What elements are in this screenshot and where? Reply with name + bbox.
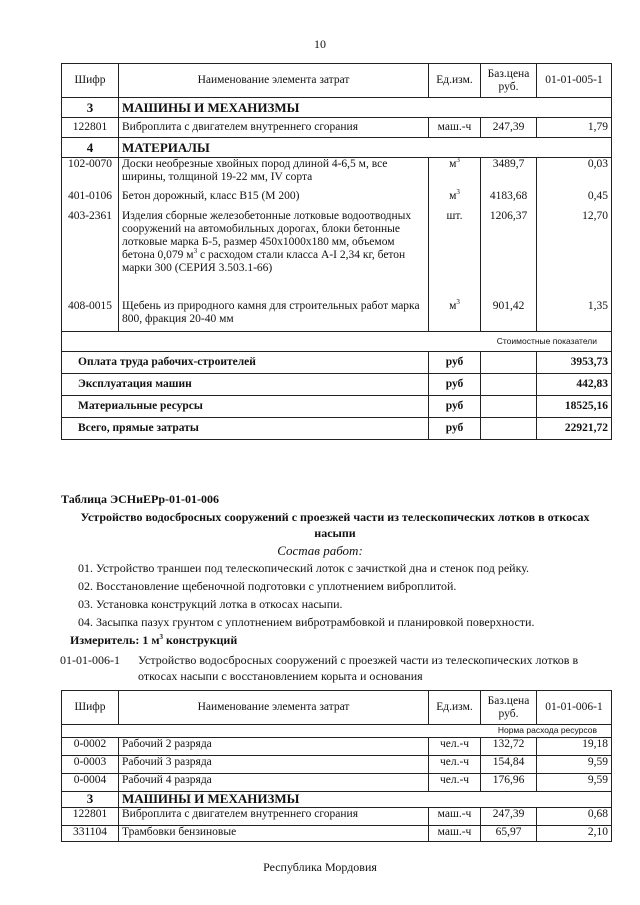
section-row	[62, 138, 612, 158]
page-number: 10	[314, 37, 326, 51]
summary-value: 3953,73	[537, 352, 612, 374]
work-item: 01. Устройство траншеи под телескопический лоток с зачисткой дна и стенок под рейку.	[78, 561, 530, 575]
table-row	[62, 774, 612, 792]
summary-unit: руб	[429, 418, 481, 440]
cell-price: 154,84	[481, 756, 537, 774]
summary-value: 442,83	[537, 374, 612, 396]
meter-line: Измеритель: 1 $м^3$ конструкций	[70, 633, 238, 647]
col-name: Наименование элемента затрат	[119, 691, 429, 725]
cell-price: 65,97	[481, 826, 537, 842]
table-row	[62, 210, 612, 300]
cell-price: 247,39	[481, 118, 537, 138]
work-item: 04. Засыпка пазух грунтом с уплотнением вибротрамбовкой и планировкой поверхности.	[78, 615, 535, 629]
cell-unit: маш.-ч	[429, 826, 481, 842]
col-name: Наименование элемента затрат	[119, 64, 429, 98]
cell-value: 0,45	[537, 190, 612, 210]
cost-label: Стоимостные показатели	[62, 332, 612, 352]
table-title: Таблица ЭСНиЕРр-01-01-006	[61, 492, 220, 506]
cell-value: 0,03	[537, 158, 612, 190]
cell-value: 1,35	[537, 300, 612, 332]
summary-unit: руб	[429, 374, 481, 396]
cell-value: 19,18	[537, 738, 612, 756]
cell-name: Рабочий 2 разряда	[119, 738, 429, 756]
summary-label: Всего, прямые затраты	[62, 418, 429, 440]
cell-name: Доски необрезные хвойных пород длиной 4-6,5 м, все ширины, толщиной 19-22 мм, IV сорта	[119, 158, 429, 190]
cell-value: 2,10	[537, 826, 612, 842]
cell-unit: маш.-ч	[429, 118, 481, 138]
norm-code: 01-01-006-1	[60, 653, 120, 667]
summary-label: Оплата труда рабочих-строителей	[62, 352, 429, 374]
col-code: Шифр	[62, 64, 119, 98]
summary-row	[62, 374, 612, 396]
composition-title: Состав работ:	[277, 543, 363, 558]
summary-label: Эксплуатация машин	[62, 374, 429, 396]
work-item: 03. Установка конструкций лотка в откосах насыпи.	[78, 597, 343, 611]
cell-unit: чел.-ч	[429, 756, 481, 774]
table-row	[62, 118, 612, 138]
cell-name: Рабочий 3 разряда	[119, 756, 429, 774]
cell-price: 247,39	[481, 808, 537, 826]
summary-label: Материальные ресурсы	[62, 396, 429, 418]
summary-unit: руб	[429, 396, 481, 418]
summary-row	[62, 352, 612, 374]
table-row	[62, 190, 612, 210]
cell-unit: чел.-ч	[429, 738, 481, 756]
cell-code: 122801	[62, 808, 119, 826]
cell-name: Виброплита с двигателем внутреннего сгорания	[119, 808, 429, 826]
section-title: МАТЕРИАЛЫ	[119, 138, 612, 158]
section-number: 3	[62, 792, 119, 808]
cell-price: 176,96	[481, 774, 537, 792]
cell-name: Щебень из природного камня для строительных работ марка 800, фракция 20-40 мм	[119, 300, 429, 332]
page-footer: Республика Мордовия	[263, 860, 377, 874]
norm-subheader: Норма расхода ресурсов	[62, 725, 612, 738]
cell-unit: $м^3$	[429, 158, 481, 190]
table-header	[62, 64, 612, 98]
norm-description: Устройство водосбросных сооружений с проезжей части из телескопических лотков в откосах насыпи с восстановлением корыта и основания	[138, 653, 579, 683]
cell-unit: чел.-ч	[429, 774, 481, 792]
col-code: Шифр	[62, 691, 119, 725]
cell-unit: маш.-ч	[429, 808, 481, 826]
resources-table-1	[61, 63, 612, 440]
cell-price: 3489,7	[481, 158, 537, 190]
subheader-row	[62, 725, 612, 738]
cell-value: 1,79	[537, 118, 612, 138]
cell-price: 132,72	[481, 738, 537, 756]
section-heading: Устройство водосбросных сооружений с проезжей части из телескопических лотков в откосах насыпи	[80, 510, 590, 540]
cell-code: 401-0106	[62, 190, 119, 210]
col-unit: Ед.изм.	[429, 691, 481, 725]
cell-name: Рабочий 4 разряда	[119, 774, 429, 792]
table-row	[62, 756, 612, 774]
summary-row	[62, 396, 612, 418]
table-header	[62, 691, 612, 725]
table-row	[62, 826, 612, 842]
col-norm: 01-01-005-1	[537, 64, 612, 98]
cell-price: 4183,68	[481, 190, 537, 210]
cell-code: 403-2361	[62, 210, 119, 300]
table-row	[62, 300, 612, 332]
cell-code: 0-0004	[62, 774, 119, 792]
cell-unit: $м^3$	[429, 190, 481, 210]
section-number: 3	[62, 98, 119, 118]
cell-code: 331104	[62, 826, 119, 842]
cost-label-row	[62, 332, 612, 352]
table-row	[62, 808, 612, 826]
cell-price: 901,42	[481, 300, 537, 332]
cell-unit: шт.	[429, 210, 481, 300]
cell-name: Бетон дорожный, класс В15 (М 200)	[119, 190, 429, 210]
cell-name: Изделия сборные железобетонные лотковые водоотводных сооружений на автомобильных дорогах, блоки бетонные лотковые марка Б-5, размер 450х1000х180 мм, объемом бетона 0,079 $м^3$ с расходом стали класса А-I 2,34 кг, бетон марки 300 (СЕРИЯ 3.503.1-66)	[119, 210, 429, 300]
cell-code: 122801	[62, 118, 119, 138]
summary-value: 22921,72	[537, 418, 612, 440]
cell-price: 1206,37	[481, 210, 537, 300]
col-norm: 01-01-006-1	[537, 691, 612, 725]
col-unit: Ед.изм.	[429, 64, 481, 98]
cell-code: 0-0002	[62, 738, 119, 756]
cell-value: 9,59	[537, 774, 612, 792]
summary-unit: руб	[429, 352, 481, 374]
cell-code: 408-0015	[62, 300, 119, 332]
section-number: 4	[62, 138, 119, 158]
cell-value: 0,68	[537, 808, 612, 826]
cell-code: 102-0070	[62, 158, 119, 190]
section-row	[62, 792, 612, 808]
section-row	[62, 98, 612, 118]
work-item: 02. Восстановление щебеночной подготовки с уплотнением виброплитой.	[78, 579, 457, 593]
section-title: МАШИНЫ И МЕХАНИЗМЫ	[119, 98, 612, 118]
cell-name: Виброплита с двигателем внутреннего сгорания	[119, 118, 429, 138]
section-title: МАШИНЫ И МЕХАНИЗМЫ	[119, 792, 612, 808]
summary-value: 18525,16	[537, 396, 612, 418]
cell-value: 9,59	[537, 756, 612, 774]
col-price: Баз.цена руб.	[481, 691, 537, 725]
col-price: Баз.цена руб.	[481, 64, 537, 98]
resources-table-2	[61, 690, 612, 842]
summary-row	[62, 418, 612, 440]
cell-code: 0-0003	[62, 756, 119, 774]
table-row	[62, 738, 612, 756]
cell-name: Трамбовки бензиновые	[119, 826, 429, 842]
table-row	[62, 158, 612, 190]
cell-unit: $м^3$	[429, 300, 481, 332]
cell-value: 12,70	[537, 210, 612, 300]
